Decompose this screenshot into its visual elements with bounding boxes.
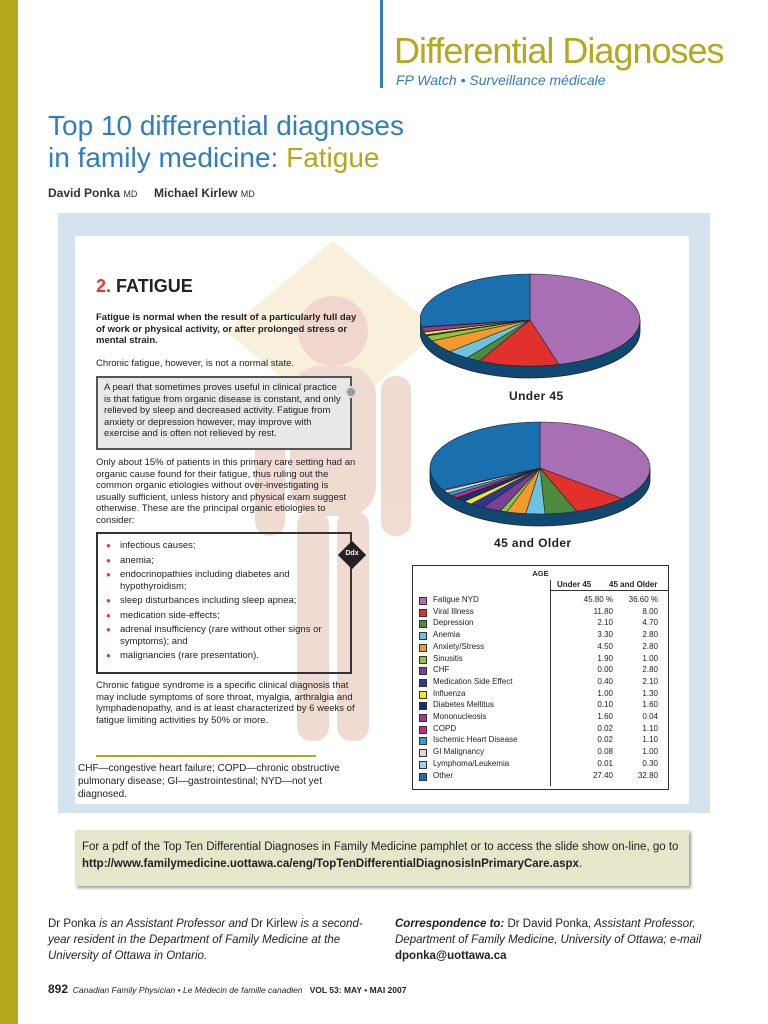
value-under-45: 27.40 (592, 770, 613, 780)
author-2-degree: MD (240, 189, 255, 199)
value-45-older: 2.10 (642, 676, 658, 686)
note-divider (96, 755, 316, 757)
figure-heading (96, 276, 193, 297)
page-number: 892 (48, 982, 69, 996)
row-label: Sinusitis (433, 653, 463, 663)
value-under-45: 0.10 (597, 700, 613, 710)
ddx-list-box (96, 532, 352, 674)
header-divider (380, 0, 383, 88)
ddx-item: ● malignancies (rare presentation). (106, 650, 346, 662)
table-row (417, 618, 666, 630)
pie-title-45-and-older: 45 and Older (494, 536, 572, 550)
section-title: Differential Diagnoses (394, 30, 724, 71)
journal-name: Canadian Family Physician • Le Médecin de famille canadien (72, 985, 303, 995)
row-label: Anxiety/Stress (433, 641, 485, 651)
left-accent-bar (0, 0, 18, 1024)
value-under-45: 1.90 (597, 653, 613, 663)
pie-chart-under-45 (420, 274, 640, 378)
correspondence-email[interactable]: dponka@uottawa.ca (395, 950, 507, 962)
row-label: Lymphoma/Leukemia (433, 758, 510, 768)
value-45-older: 2.80 (642, 641, 658, 651)
ddx-item: ● sleep disturbances including sleep apnea; (106, 595, 346, 607)
value-under-45: 0.01 (597, 758, 613, 768)
table-row (417, 607, 666, 619)
row-label: Depression (433, 618, 474, 628)
legend-swatch (419, 667, 427, 675)
table-row (417, 771, 666, 783)
value-under-45: 45.80 % (583, 595, 613, 604)
correspondence (395, 916, 725, 964)
table-row (417, 759, 666, 771)
table-row (417, 689, 666, 701)
bio-name-1: Dr Ponka (48, 918, 96, 930)
value-under-45: 0.00 (597, 665, 613, 675)
data-table (412, 565, 669, 790)
figure-number: 2. (96, 276, 112, 296)
table-row (417, 735, 666, 747)
value-under-45: 1.00 (597, 688, 613, 698)
author-1: David Ponka (48, 186, 121, 200)
abbreviation-note: CHF—congestive heart failure; COPD—chronic obstructive pulmonary disease; GI—gastrointestinal; NYD—not yet diagnosed. (78, 763, 340, 800)
ddx-item: ● infectious causes; (106, 540, 346, 552)
legend-swatch (419, 691, 427, 699)
value-45-older: 2.80 (642, 630, 658, 640)
pie-chart-45-and-older (430, 422, 650, 526)
value-under-45: 1.60 (597, 712, 613, 721)
legend-swatch (419, 737, 427, 745)
bio-text-2: is a second-year resident in the Department of Family Medicine at the University of Ottawa in Ontario. (48, 918, 363, 962)
author-bio (48, 916, 368, 964)
value-under-45: 0.02 (597, 735, 613, 745)
article-title (48, 110, 648, 174)
value-45-older: 1.00 (642, 747, 658, 757)
ddx-item: ● medication side-effects; (106, 610, 346, 622)
value-45-older: 32.80 (637, 770, 658, 780)
title-line-1: Top 10 differential diagnoses (48, 110, 404, 141)
table-group-header: AGE (532, 569, 549, 578)
table-row (417, 712, 666, 724)
value-45-older: 1.10 (642, 735, 658, 745)
column-header-under-45: Under 45 (557, 580, 592, 589)
cfs-text: Chronic fatigue syndrome is a specific clinical diagnosis that may include symptoms of sore throat, myalgia, arthralgia and lymphadenopathy, and is at least characterized by 6 weeks of fatigue limiting activities by 50% or more. (96, 680, 355, 726)
row-label: Fatigue NYD (433, 595, 479, 604)
legend-swatch (419, 726, 427, 734)
resource-link[interactable]: http://www.familymedicine.uottawa.ca/eng/TopTenDifferentialDiagnosisInPrimaryCare.aspx (82, 858, 579, 870)
row-label: GI Malignancy (433, 747, 485, 757)
author-list (48, 186, 255, 200)
correspondence-label: Correspondence to: (395, 918, 505, 930)
ddx-label: Ddx (345, 550, 359, 557)
correspondence-text: Assistant Professor, Department of Family Medicine, University of Ottawa; e-mail (395, 918, 702, 946)
legend-swatch (419, 714, 427, 722)
title-line-2: in family medicine: (48, 142, 287, 173)
value-under-45: 0.40 (597, 676, 613, 686)
legend-swatch (419, 679, 427, 687)
section-subtitle: FP Watch • Surveillance médicale (396, 72, 606, 88)
row-label: Anemia (433, 630, 461, 640)
value-45-older: 1.60 (642, 700, 658, 710)
pie-slice-other (420, 274, 530, 327)
table-row (417, 747, 666, 759)
value-45-older: 1.00 (642, 653, 658, 663)
value-under-45: 0.08 (597, 747, 613, 757)
legend-swatch (419, 620, 427, 628)
table-row (417, 700, 666, 712)
row-label: CHF (433, 665, 450, 675)
table-row (417, 677, 666, 689)
column-header-45-older: 45 and Older (609, 580, 658, 589)
value-45-older: 36.60 % (628, 595, 658, 604)
organic-etiologies-text: Only about 15% of patients in this primary care setting had an organic cause found for their fatigue, thus ruling out the common organic etiologies without over-investigating is usually sufficient, unless history and physical exam suggest otherwise. These are the principal organic etiologies to consider: (96, 457, 356, 526)
value-45-older: 0.30 (642, 758, 658, 768)
legend-swatch (419, 702, 427, 710)
volume-info: VOL 53: MAY • MAI 2007 (309, 985, 407, 995)
title-highlight: Fatigue (286, 142, 380, 173)
table-row (417, 630, 666, 642)
legend-swatch (419, 632, 427, 640)
value-under-45: 4.50 (597, 641, 613, 651)
value-45-older: 1.10 (642, 723, 658, 733)
row-label: Other (433, 770, 454, 780)
value-under-45: 3.30 (597, 630, 613, 640)
chronic-text: Chronic fatigue, however, is not a normal state. (96, 358, 295, 369)
table-row (417, 642, 666, 654)
legend-swatch (419, 773, 427, 781)
table-header-rule (550, 590, 669, 591)
value-45-older: 2.80 (642, 665, 658, 675)
value-under-45: 2.10 (597, 618, 613, 628)
row-label: Diabetes Mellitus (433, 700, 494, 710)
row-label: Medication Side Effect (433, 676, 513, 686)
value-45-older: 1.30 (642, 688, 658, 698)
value-45-older: 8.00 (642, 606, 658, 616)
legend-swatch (419, 761, 427, 769)
legend-swatch (419, 644, 427, 652)
author-1-degree: MD (123, 189, 138, 199)
correspondence-name: Dr David Ponka, (504, 918, 592, 930)
bio-text-1: is an Assistant Professor and (95, 918, 251, 930)
legend-swatch (419, 656, 427, 664)
pie-title-under-45: Under 45 (509, 389, 564, 403)
resource-end: . (578, 858, 583, 870)
table-row (417, 595, 666, 607)
bio-name-2: Dr Kirlew (250, 918, 298, 930)
author-2: Michael Kirlew (154, 186, 238, 200)
pearl-box: A pearl that sometimes proves useful in clinical practice is that fatigue from organic disease is constant, and only relieved by sleep and decreased activity. Fatigue from anxiety or depression however, may improve with exercise and is often not relieved by rest. (96, 376, 352, 450)
table-row (417, 665, 666, 677)
ddx-list (106, 540, 346, 662)
resource-box (75, 830, 689, 886)
table-row (417, 724, 666, 736)
row-label: Viral Illness (433, 606, 474, 616)
value-under-45: 0.02 (597, 723, 613, 733)
ddx-item: ● endocrinopathies including diabetes and hypothyroidism; (106, 569, 346, 592)
ddx-item: ● anemia; (106, 555, 346, 567)
value-45-older: 0.04 (642, 712, 658, 721)
page-footer (48, 982, 406, 996)
figure-heading-text: FATIGUE (116, 276, 193, 296)
resource-text: For a pdf of the Top Ten Differential Diagnoses in Family Medicine pamphlet or to access the slide show on-line, go to (82, 841, 679, 853)
ddx-item: ● adrenal insufficiency (rare without other signs or symptoms); and (106, 624, 346, 647)
value-under-45: 11.80 (593, 606, 613, 616)
legend-swatch (419, 597, 427, 605)
row-label: Influenza (433, 688, 466, 698)
table-row (417, 654, 666, 666)
legend-swatch (419, 749, 427, 757)
pearl-marker-icon (345, 386, 357, 398)
legend-swatch (419, 609, 427, 617)
row-label: Ischemic Heart Disease (433, 735, 518, 745)
value-45-older: 4.70 (642, 618, 658, 628)
row-label: COPD (433, 723, 457, 733)
row-label: Mononucleosis (433, 712, 487, 721)
intro-text: Fatigue is normal when the result of a particularly full day of work or physical activity, or after prolonged stress or mental strain. (96, 312, 357, 346)
